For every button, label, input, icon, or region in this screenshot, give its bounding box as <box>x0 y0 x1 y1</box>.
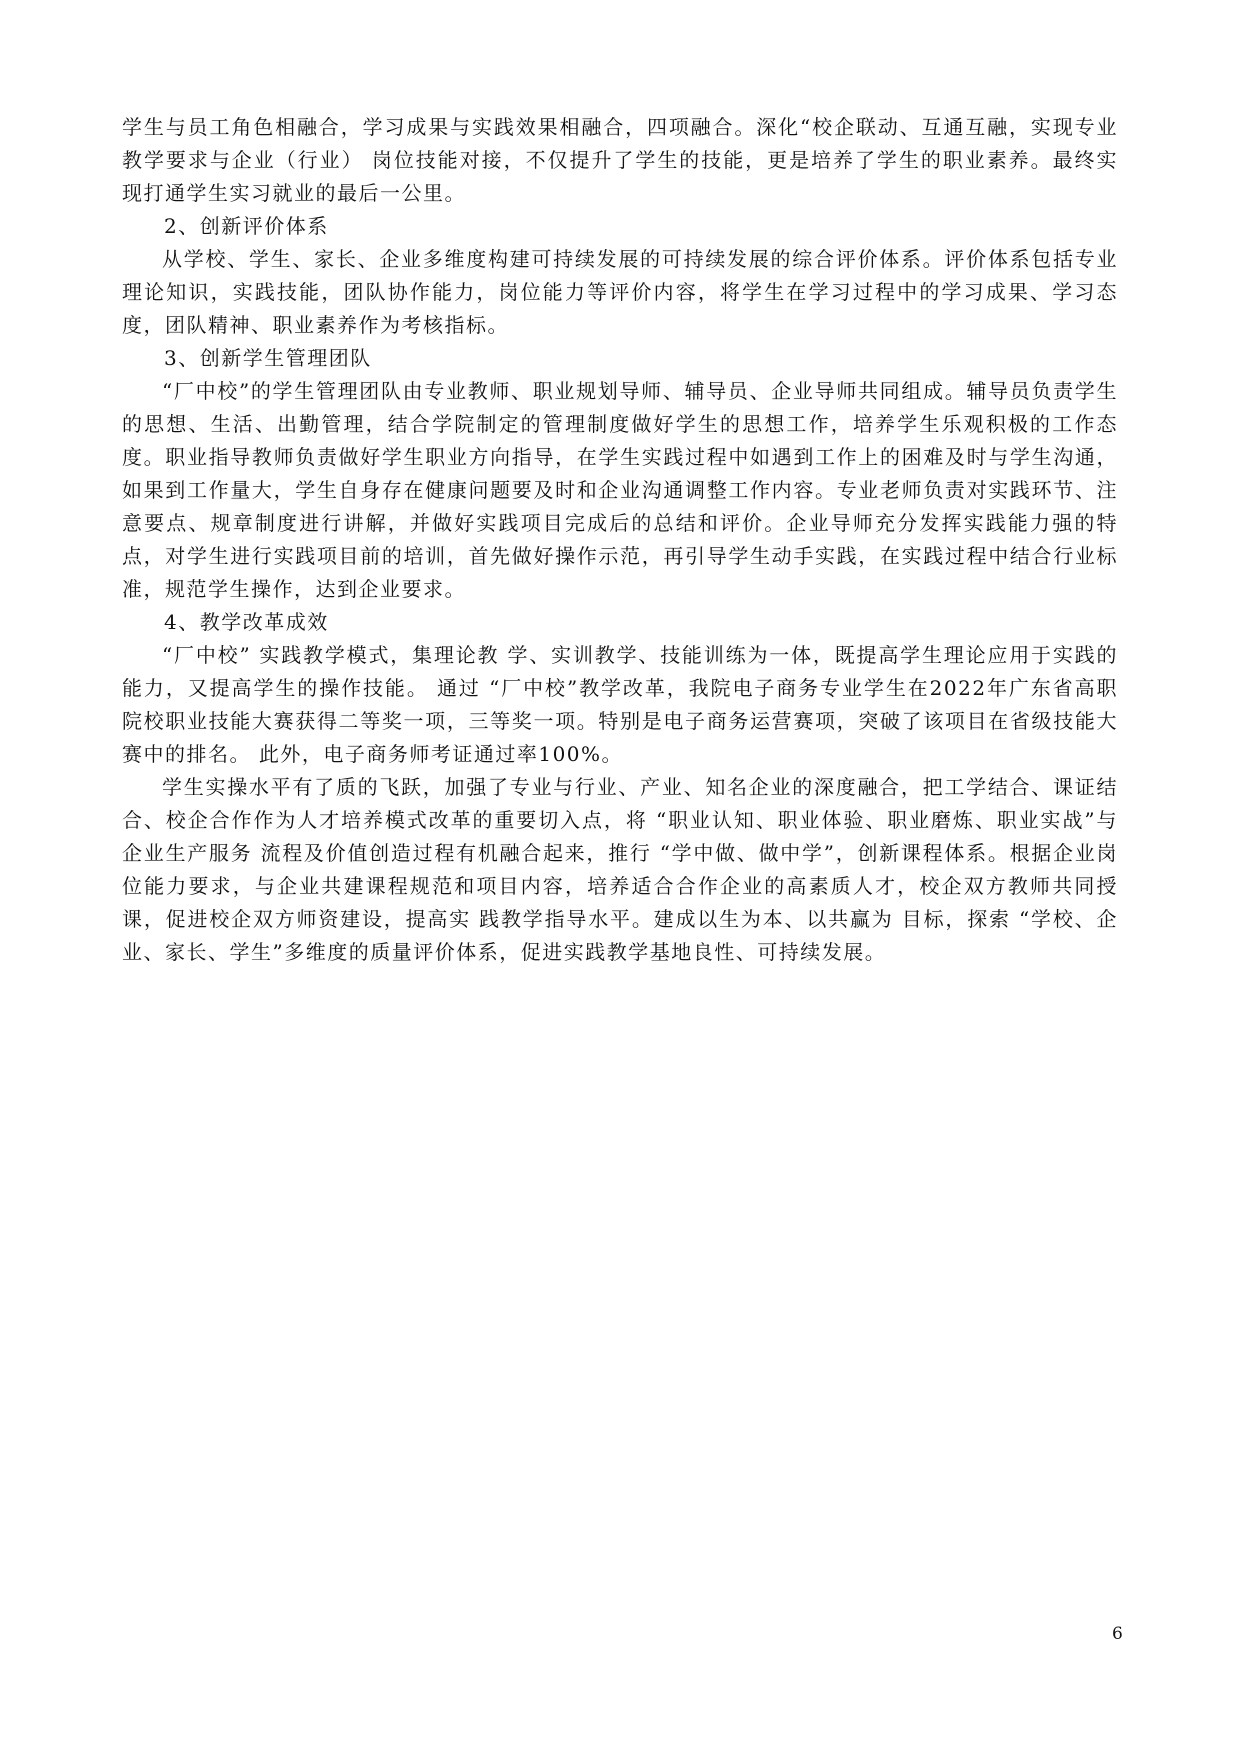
page-number: 6 <box>1112 1624 1123 1644</box>
heading-teaching-reform-results: 4、教学改革成效 <box>164 610 329 634</box>
document-body <box>122 111 1118 969</box>
paragraph-evaluation-system: 从学校、学生、家长、企业多维度构建可持续发展的可持续发展的综合评价体系。评价体系包括专业理论知识，实践技能，团队协作能力，岗位能力等评价内容，将学生在学习过程中的学习成果、学习态度，团队精神、职业素养作为考核指标。 <box>122 247 1118 337</box>
heading-student-management-team: 3、创新学生管理团队 <box>164 346 372 370</box>
paragraph-practical-skills: 学生实操水平有了质的飞跃，加强了专业与行业、产业、知名企业的深度融合，把工学结合、课证结合、校企合作作为人才培养模式改革的重要切入点，将 “职业认知、职业体验、职业磨炼、职业实战”与企业生产服务 流程及价值创造过程有机融合起来，推行 “学中做、做中学”，创新课程体系。根据企业岗位能力要求，与企业共建课程规范和项目内容，培养适合合作企业的高素质人才，校企双方教师共同授课，促进校企双方师资建设，提高实 践教学指导水平。建成以生为本、以共赢为 目标，探索 “学校、企业、家长、学生”多维度的质量评价体系，促进实践教学基地良性、可持续发展。 <box>122 775 1118 964</box>
paragraph-reform-results: “厂中校” 实践教学模式，集理论教 学、实训教学、技能训练为一体，既提高学生理论应用于实践的能力，又提高学生的操作技能。 通过 “厂中校”教学改革，我院电子商务专业学生在2022年广东省高职院校职业技能大赛获得二等奖一项，三等奖一项。特别是电子商务运营赛项，突破了该项目在省级技能大赛中的排名。 此外，电子商务师考证通过率100%。 <box>122 643 1118 766</box>
paragraph-integration-continued: 学生与员工角色相融合，学习成果与实践效果相融合，四项融合。深化“校企联动、互通互融，实现专业教学要求与企业（行业） 岗位技能对接，不仅提升了学生的技能，更是培养了学生的职业素养。最终实现打通学生实习就业的最后一公里。 <box>122 115 1118 205</box>
heading-innovative-evaluation-system: 2、创新评价体系 <box>164 214 329 238</box>
paragraph-management-team: “厂中校”的学生管理团队由专业教师、职业规划导师、辅导员、企业导师共同组成。辅导员负责学生的思想、生活、出勤管理，结合学院制定的管理制度做好学生的思想工作，培养学生乐观积极的工作态度。职业指导教师负责做好学生职业方向指导，在学生实践过程中如遇到工作上的困难及时与学生沟通，如果到工作量大，学生自身存在健康问题要及时和企业沟通调整工作内容。专业老师负责对实践环节、注意要点、规章制度进行讲解，并做好实践项目完成后的总结和评价。企业导师充分发挥实践能力强的特点，对学生进行实践项目前的培训，首先做好操作示范，再引导学生动手实践，在实践过程中结合行业标准，规范学生操作，达到企业要求。 <box>122 379 1118 601</box>
